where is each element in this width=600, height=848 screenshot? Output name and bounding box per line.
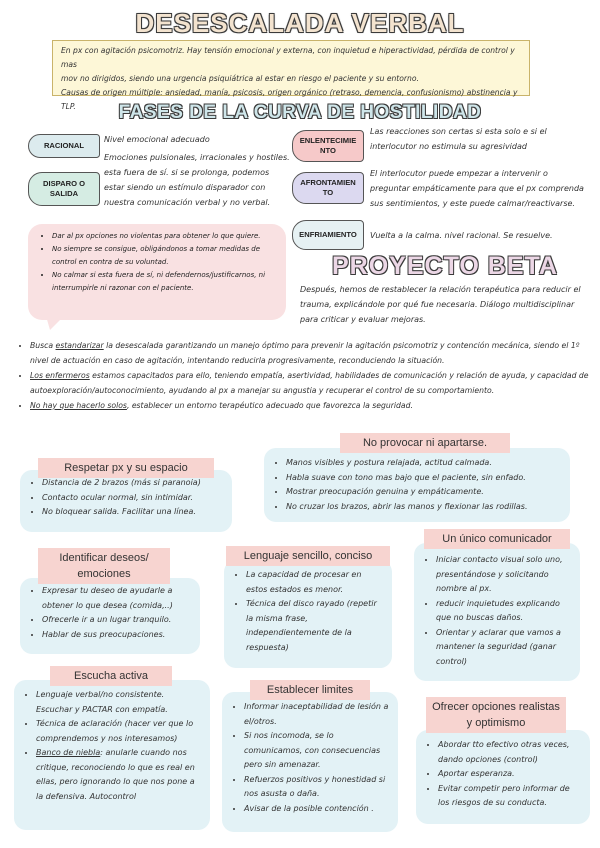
text-line: interlocutor no estimula su agresividad xyxy=(370,142,527,151)
list-item: • Mostrar preocupación genuina y empáticamente. xyxy=(286,485,562,500)
list-item: • Informar inaceptabilidad de lesión a el/otros. xyxy=(244,700,390,729)
list-item: • No bloquear salida. Facilitar una línea. xyxy=(42,505,224,520)
text-line: esta fuera de sí. si se prolonga, podemos xyxy=(104,168,270,177)
lenguaje-box xyxy=(224,560,392,668)
phases-title: FASES DE LA CURVA DE HOSTILIDAD xyxy=(118,102,482,123)
text: Técnica de aclaración (hacer ver que lo comprendemos y nos interesamos) xyxy=(36,719,194,743)
no-provocar-box xyxy=(264,448,570,522)
list-item: • La capacidad de procesar en estos estados es menor. xyxy=(246,568,384,597)
ofrecer-label: Ofrecer opciones realistas y optimismo xyxy=(426,697,566,733)
phase-enfriamiento: ENFRIAMIENTO xyxy=(292,220,364,250)
text-line: Emociones pulsionales, irracionales y hostiles. xyxy=(104,153,290,162)
escucha-box xyxy=(14,680,210,830)
unico-box xyxy=(414,543,580,681)
phase-enlentecimiento-text xyxy=(370,124,594,154)
list-item: • Dar al px opciones no violentas para obtener lo que quiere. xyxy=(52,230,278,243)
text: Busca xyxy=(30,341,56,350)
text-line: nuestra comunicación verbal y no verbal. xyxy=(104,198,271,207)
beta-title: PROYECTO BETA xyxy=(332,252,558,280)
list-item: • Aportar esperanza. xyxy=(438,767,582,782)
text: : anularle cuando nos critique, reconociendo lo que es real en ellas, pero ignorando lo que nos pone a la defensiva. Autocontrol xyxy=(36,748,195,801)
respetar-box xyxy=(20,470,232,532)
list-item: • reducir inquietudes explicando que no buscas daños. xyxy=(436,597,572,626)
intro-line: En px con agitación psicomotriz. Hay tensión emocional y externa, con inquietud e hiperactividad, pérdida de control y mas xyxy=(61,46,515,69)
list-item: • Contacto ocular normal, sin intimidar. xyxy=(42,491,224,506)
phase-afrontamiento-text xyxy=(370,166,594,211)
intro-line: mov no dirigidos, siendo una urgencia psiquiátrica al estar en riesgo el paciente y su entorno. xyxy=(61,74,419,83)
list-item xyxy=(30,398,593,413)
underlined-text: Los enfermeros xyxy=(30,371,90,380)
limites-box xyxy=(222,692,398,832)
escucha-label: Escucha activa xyxy=(50,666,172,686)
text-line: Las reacciones son certas si esta solo e si el xyxy=(370,127,547,136)
list-item: • No siempre se consigue, obligándonos a tomar medidas de control en contra de su voluntad. xyxy=(52,243,278,269)
intro-box xyxy=(52,40,530,111)
list-item: • Manos visibles y postura relajada, actitud calmada. xyxy=(286,456,562,471)
text: Lenguaje verbal/no consistente. Escuchar y PACTAR con empatía. xyxy=(36,690,168,714)
phase-enlentecimiento: ENLENTECIMIENTO xyxy=(292,130,364,162)
page-title: DESESCALADA VERBAL xyxy=(135,8,465,38)
speech-tail-icon xyxy=(44,316,66,332)
underlined-text: Banco de niebla xyxy=(36,748,101,757)
phase-racional: RACIONAL xyxy=(28,134,100,158)
list-item: • Técnica del disco rayado (repetir la misma frase, independientemente de la respuesta) xyxy=(246,597,384,655)
text-line: sus sentimientos, y este puede calmar/reactivarse. xyxy=(370,199,575,208)
list-item: • Abordar tto efectivo otras veces, dando opciones (control) xyxy=(438,738,582,767)
list-item: • Avisar de la posible contención . xyxy=(244,802,390,817)
phase-enfriamiento-text: Vuelta a la calma. nivel racional. Se resuelve. xyxy=(370,231,553,240)
text-line: preguntar empáticamente para que el px comprenda xyxy=(370,184,584,193)
list-item xyxy=(36,746,202,804)
list-item: • Habla suave con tono mas bajo que el paciente, sin enfado. xyxy=(286,471,562,486)
list-item xyxy=(30,338,593,368)
unico-label: Un único comunicador xyxy=(424,529,570,549)
list-item: • Evitar competir pero informar de los riesgos de su conducta. xyxy=(438,782,582,811)
text-line: estar siendo un estímulo disparador con xyxy=(104,183,266,192)
text: , establecer un entorno terapéutico adecuado que favorezca la seguridad. xyxy=(126,401,413,410)
lenguaje-label: Lenguaje sencillo, conciso xyxy=(226,546,390,566)
text-line: El interlocutor puede empezar a intervenir o xyxy=(370,169,548,178)
phase-afrontamiento: AFRONTAMIENTO xyxy=(292,172,364,204)
underlined-text: estandarizar xyxy=(55,341,104,350)
beta-text: Después, hemos de restablecer la relación terapéutica para reducir el trauma, explicándole por qué fue necesaria. Diálogo multidisciplinar para criticar y evaluar mejoras. xyxy=(300,285,581,324)
list-item xyxy=(30,368,593,398)
ofrecer-box xyxy=(416,730,590,824)
no-provocar-label: No provocar ni apartarse. xyxy=(340,433,510,453)
limites-label: Establecer limites xyxy=(250,680,370,700)
list-item: • No cruzar los brazos, abrir las manos y flexionar las rodillas. xyxy=(286,500,562,515)
main-list xyxy=(18,338,593,413)
list-item: • Orientar y aclarar que vamos a mantener la seguridad (ganar control) xyxy=(436,626,572,670)
list-item: • Hablar de sus preocupaciones. xyxy=(42,628,192,643)
identificar-box xyxy=(20,578,200,654)
text: la desescalada garantizando un manejo óptimo para prevenir la agitación psicomotriz y contención mecánica, siendo el 1º nivel de actuación en caso de agitación, intentando reducirla progresivamente, reconduciendo la situación. xyxy=(30,341,580,365)
list-item: • Iniciar contacto visual solo uno, presentándose y solicitando nombre al px. xyxy=(436,553,572,597)
identificar-label: Identificar deseos/ emociones xyxy=(38,548,170,584)
pink-notes-box xyxy=(28,224,286,320)
respetar-label: Respetar px y su espacio xyxy=(38,458,214,478)
list-item: • Ofrecerle ir a un lugar tranquilo. xyxy=(42,613,192,628)
list-item xyxy=(36,688,202,717)
intro-line: Causas de origen múltiple: ansiedad, manía, psicosis, origen orgánico (retraso, demencia, confusionismo) abstinencia y TLP. xyxy=(61,88,518,111)
underlined-text: No hay que hacerlo solos xyxy=(30,401,127,410)
list-item: • Si nos incomoda, se lo comunicamos, con consecuencias pero sin amenazar. xyxy=(244,729,390,773)
list-item: • Refuerzos positivos y honestidad si nos asusta o daña. xyxy=(244,773,390,802)
list-item: • No calmar si esta fuera de sí, ni defendernos/justificarnos, ni interrumpirle ni razonar con el paciente. xyxy=(52,269,278,295)
phase-disparo-text xyxy=(104,150,294,210)
phase-disparo: DISPARO O SALIDA xyxy=(28,172,100,206)
list-item: • Expresar tu deseo de ayudarle a obtener lo que desea (comida,..) xyxy=(42,584,192,613)
phase-racional-text: Nivel emocional adecuado xyxy=(104,135,210,144)
list-item xyxy=(36,717,202,746)
list-item: • Distancia de 2 brazos (más si paranoia) xyxy=(42,476,224,491)
text: estamos capacitados para ello, teniendo empatía, asertividad, habilidades de comunicación y relación de ayuda, y capacidad de autoexploración/autoconocimiento, ayudando al px a manejar su angustia y recuperar el control de su comportamiento. xyxy=(30,371,589,395)
